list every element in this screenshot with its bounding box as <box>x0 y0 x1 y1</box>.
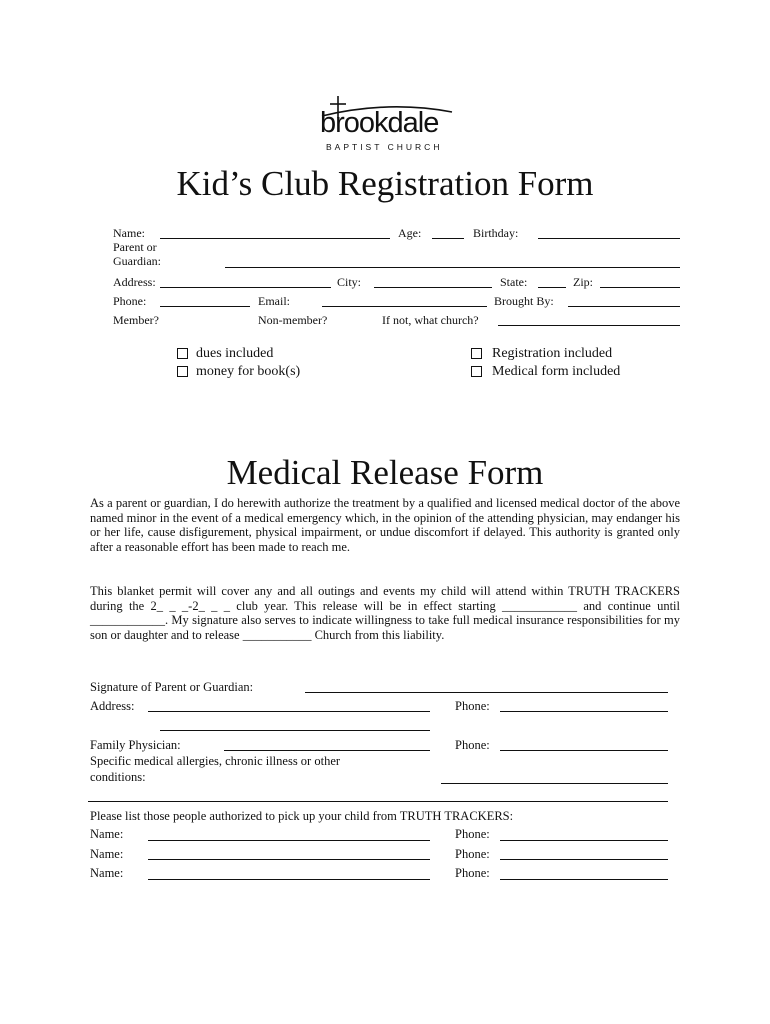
logo-wordmark: brookdale <box>320 107 439 139</box>
brought-by-label: Brought By: <box>494 294 554 308</box>
allergies-field[interactable] <box>441 783 668 784</box>
email-label: Email: <box>258 294 290 308</box>
book-money-checkbox-label: money for book(s) <box>196 364 301 379</box>
dues-checkbox-label: dues included <box>196 346 274 361</box>
registration-title: Kid’s Club Registration Form <box>176 164 594 203</box>
city-label: City: <box>337 275 362 289</box>
pickup-name-field-1[interactable] <box>148 840 430 841</box>
physician-phone-label: Phone: <box>455 738 490 752</box>
member-label: Member? <box>113 313 159 327</box>
pickup-name-label-2: Name: <box>90 847 124 861</box>
medical-phone-label: Phone: <box>455 699 490 713</box>
other-church-field[interactable] <box>498 325 680 326</box>
age-label: Age: <box>398 226 422 240</box>
registration-checkbox[interactable] <box>471 348 482 359</box>
pickup-intro: Please list those people authorized to pick up your child from TRUTH TRACKERS: <box>90 809 514 823</box>
pickup-phone-label-3: Phone: <box>455 866 490 880</box>
pickup-name-label-3: Name: <box>90 866 124 880</box>
birthday-label: Birthday: <box>473 226 519 240</box>
state-field[interactable] <box>538 287 566 288</box>
birthday-field[interactable] <box>538 238 680 239</box>
section-divider <box>88 801 668 802</box>
address-field[interactable] <box>160 287 331 288</box>
medical-title: Medical Release Form <box>226 453 544 492</box>
non-member-label: Non-member? <box>258 313 328 327</box>
name-label: Name: <box>113 226 145 240</box>
logo-subtitle: BAPTIST CHURCH <box>326 142 443 152</box>
brought-by-field[interactable] <box>568 306 680 307</box>
allergies-label-line1: Specific medical allergies, chronic illness or other <box>90 754 341 768</box>
phone-label: Phone: <box>113 294 147 308</box>
medical-paragraph-1: As a parent or guardian, I do herewith authorize the treatment by a qualified and licensed medical doctor of the above named minor in the event of a medical emergency which, in the opinion of the attending physician, may endanger his or her life, cause disfigurement, physical impairment, or undue discomfort if delayed. This authority is granted only after a reasonable effort has been made to reach me. <box>90 496 680 554</box>
zip-label: Zip: <box>573 275 593 289</box>
pickup-phone-field-2[interactable] <box>500 859 668 860</box>
pickup-phone-label-1: Phone: <box>455 827 490 841</box>
pickup-name-field-2[interactable] <box>148 859 430 860</box>
parent-label-line1: Parent or <box>113 240 157 254</box>
medical-form-checkbox[interactable] <box>471 366 482 377</box>
signature-field[interactable] <box>305 692 668 693</box>
pickup-phone-label-2: Phone: <box>455 847 490 861</box>
physician-field[interactable] <box>224 750 430 751</box>
pickup-name-field-3[interactable] <box>148 879 430 880</box>
medical-form-checkbox-label: Medical form included <box>492 364 621 379</box>
guardian-field[interactable] <box>225 267 680 268</box>
if-not-church-label: If not, what church? <box>382 313 479 327</box>
medical-phone-field[interactable] <box>500 711 668 712</box>
medical-paragraph-2: This blanket permit will cover any and all outings and events my child will attend within TRUTH TRACKERS during the 2_ _ _-2_ _ _ club year. This release will be in effect starting ____________ and continue until ____________. My signature also serves to indicate willingness to take full medical insurance responsibilities for my son or daughter and to release ___________ Church from this liability. <box>90 584 680 642</box>
city-field[interactable] <box>374 287 492 288</box>
age-field[interactable] <box>432 238 464 239</box>
email-field[interactable] <box>322 306 487 307</box>
dues-checkbox[interactable] <box>177 348 188 359</box>
medical-address-field-2[interactable] <box>160 730 430 731</box>
church-logo <box>318 94 458 156</box>
physician-label: Family Physician: <box>90 738 181 752</box>
pickup-phone-field-3[interactable] <box>500 879 668 880</box>
parent-label-line2: Guardian: <box>113 254 161 268</box>
registration-checkbox-label: Registration included <box>492 346 613 361</box>
name-field[interactable] <box>160 238 390 239</box>
signature-label: Signature of Parent or Guardian: <box>90 680 254 694</box>
phone-field[interactable] <box>160 306 250 307</box>
physician-phone-field[interactable] <box>500 750 668 751</box>
allergies-label-line2: conditions: <box>90 770 146 784</box>
address-label: Address: <box>113 275 156 289</box>
medical-address-label: Address: <box>90 699 135 713</box>
pickup-name-label-1: Name: <box>90 827 124 841</box>
state-label: State: <box>500 275 528 289</box>
medical-address-field[interactable] <box>148 711 430 712</box>
zip-field[interactable] <box>600 287 680 288</box>
pickup-phone-field-1[interactable] <box>500 840 668 841</box>
book-money-checkbox[interactable] <box>177 366 188 377</box>
